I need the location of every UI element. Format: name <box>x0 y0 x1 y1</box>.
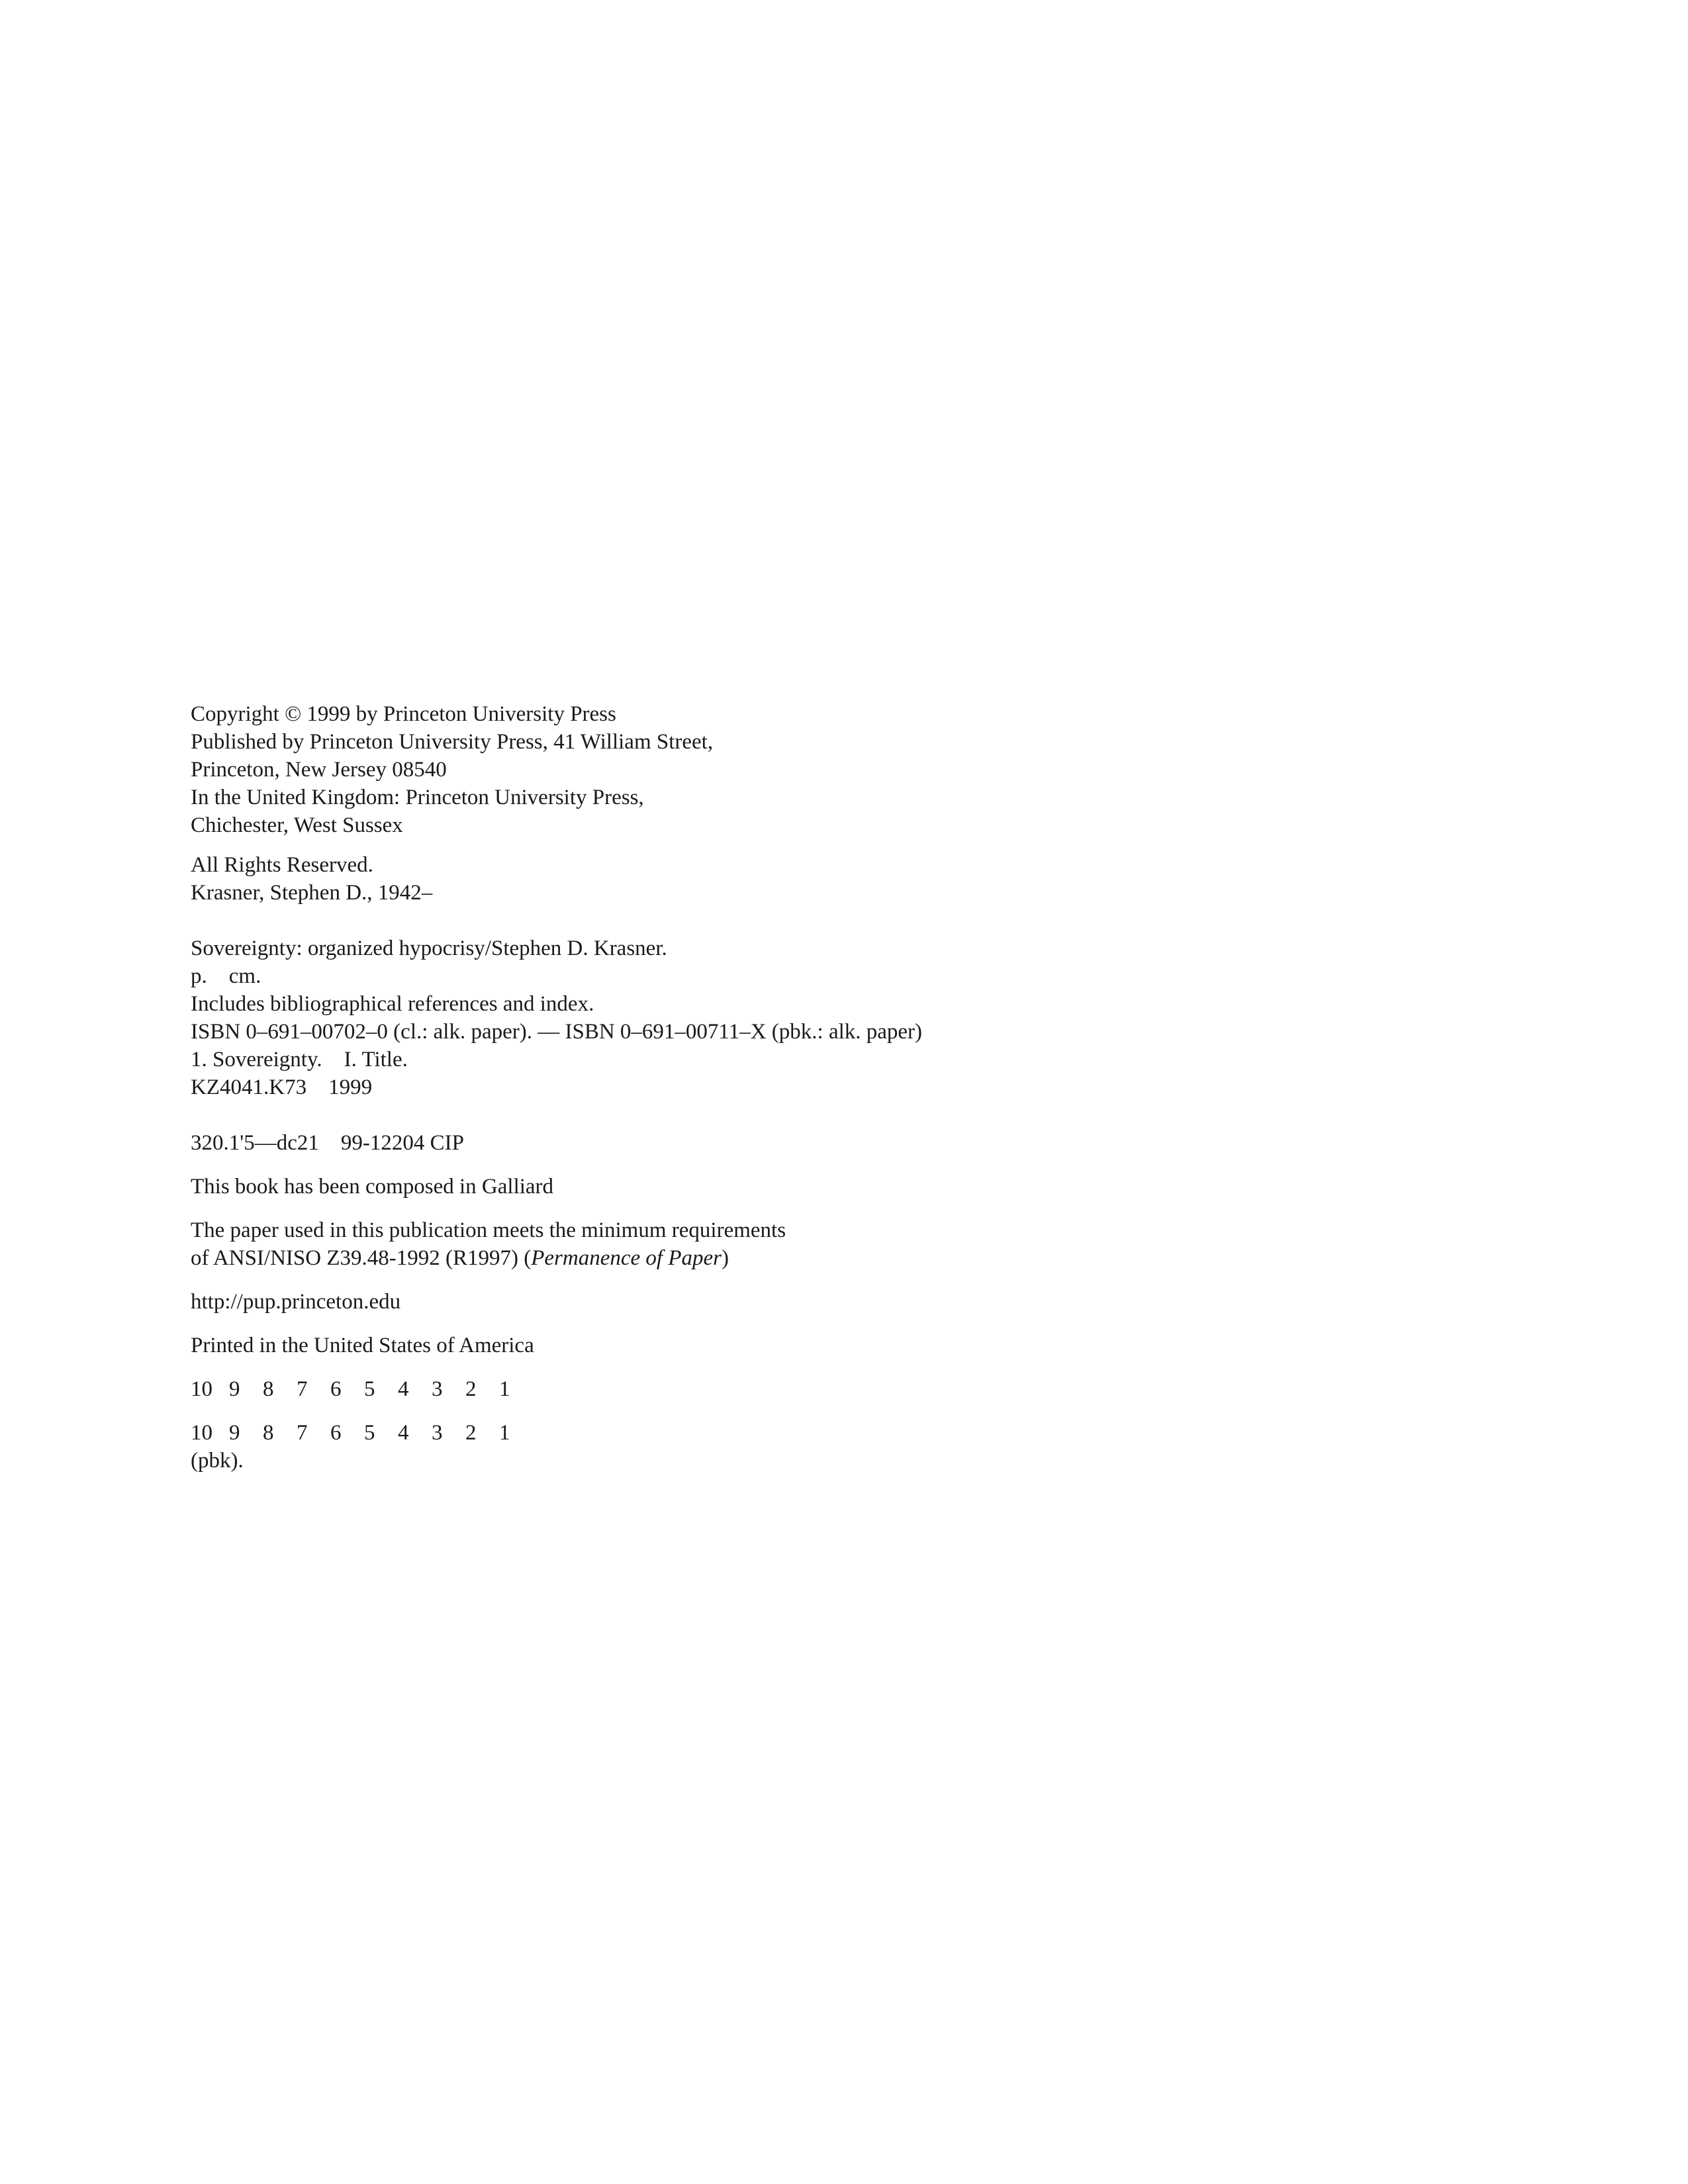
copyright-line: Copyright © 1999 by Princeton University Press <box>191 702 616 726</box>
paper-standard-text: of ANSI/NISO Z39.48-1992 (R1997) ( <box>191 1246 532 1270</box>
print-digit: 1 <box>499 1421 510 1445</box>
print-digit: 8 <box>263 1421 274 1445</box>
print-digit: 4 <box>398 1377 409 1401</box>
print-digit: 3 <box>432 1421 443 1445</box>
permanence-of-paper-text: Permanence of Paper <box>531 1246 722 1270</box>
printed-in-line: Printed in the United States of America <box>191 1334 534 1357</box>
spacer <box>191 1403 1250 1419</box>
print-run-numbers <box>191 1375 1250 1403</box>
lc-call-number-line: KZ4041.K73 1999 <box>191 1075 373 1099</box>
spacer <box>191 1101 1250 1129</box>
publisher-line: Published by Princeton University Press, 41 William Street, <box>191 730 714 754</box>
uk-address-line: Chichester, West Sussex <box>191 813 403 837</box>
composition-line: This book has been composed in Galliard <box>191 1175 554 1199</box>
print-digit: 5 <box>364 1377 375 1401</box>
print-digit: 8 <box>263 1377 274 1401</box>
subjects-line: 1. Sovereignty. I. Title. <box>191 1048 408 1071</box>
print-digit: 9 <box>229 1377 240 1401</box>
publisher-address-line: Princeton, New Jersey 08540 <box>191 758 447 782</box>
pbk-label: (pbk). <box>191 1449 244 1473</box>
spacer <box>191 839 1250 851</box>
isbn-line: ISBN 0–691–00702–0 (cl.: alk. paper). — ISBN 0–691–00711–X (pbk.: alk. paper) <box>191 1020 923 1044</box>
print-digit: 10 <box>191 1377 212 1401</box>
paper-line-2 <box>191 1244 1250 1272</box>
cataloging-title-line: Sovereignty: organized hypocrisy/Stephen D. Krasner. <box>191 936 667 960</box>
dewey-line: 320.1'5—dc21 99-12204 CIP <box>191 1131 464 1155</box>
pagination-line: p. cm. <box>191 964 261 988</box>
publisher-url: http://pup.princeton.edu <box>191 1290 401 1314</box>
paper-close-paren: ) <box>721 1246 729 1270</box>
print-digit: 9 <box>229 1421 240 1445</box>
rights-reserved-line: All Rights Reserved. <box>191 853 373 877</box>
spacer <box>191 1272 1250 1288</box>
uk-publisher-line: In the United Kingdom: Princeton University Press, <box>191 786 644 809</box>
copyright-block <box>191 700 1250 1475</box>
paper-line-1: The paper used in this publication meets the minimum requirements <box>191 1218 786 1242</box>
spacer <box>191 1316 1250 1332</box>
print-digit: 7 <box>297 1421 308 1445</box>
includes-line: Includes bibliographical references and index. <box>191 992 594 1016</box>
print-digit: 7 <box>297 1377 308 1401</box>
spacer <box>191 1157 1250 1173</box>
print-digit: 2 <box>465 1421 477 1445</box>
print-digit: 2 <box>465 1377 477 1401</box>
print-digit: 3 <box>432 1377 443 1401</box>
print-digit: 4 <box>398 1421 409 1445</box>
author-line: Krasner, Stephen D., 1942– <box>191 881 433 905</box>
spacer <box>191 1359 1250 1375</box>
print-digit: 1 <box>499 1377 510 1401</box>
print-digit: 10 <box>191 1421 212 1445</box>
print-run-numbers-pbk <box>191 1419 1250 1447</box>
spacer <box>191 1201 1250 1216</box>
print-digit: 6 <box>330 1421 342 1445</box>
spacer <box>191 907 1250 934</box>
print-digit: 6 <box>330 1377 342 1401</box>
print-digit: 5 <box>364 1421 375 1445</box>
